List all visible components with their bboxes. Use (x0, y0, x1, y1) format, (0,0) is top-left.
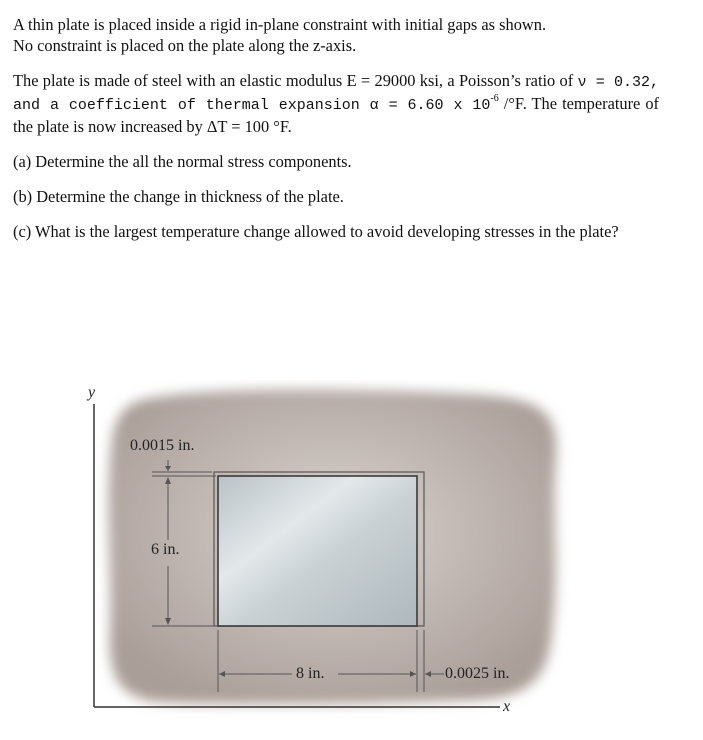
part-c: (c) What is the largest temperature change allowed to avoid developing stresses in the plate? (13, 222, 619, 241)
intro-line-1: A thin plate is placed inside a rigid in-plane constraint with initial gaps as shown. (13, 15, 547, 34)
intro-line-2: No constraint is placed on the plate along the z-axis. (13, 36, 357, 55)
x-axis-label: x (503, 698, 511, 715)
part-b: (b) Determine the change in thickness of the plate. (13, 187, 344, 206)
gap-top-label: 0.0015 in. (130, 437, 195, 454)
part-a: (a) Determine the all the normal stress components. (13, 152, 352, 171)
material-text-3: temperature of the plate is now increased by ΔT = 100 °F. (13, 94, 660, 136)
figure-drawing (0, 380, 703, 740)
plate (218, 476, 417, 626)
intro-paragraph (13, 14, 659, 56)
width-label: 8 in. (296, 665, 325, 682)
material-paragraph (13, 70, 659, 137)
material-text-2: ν = 0.32, and a coefficient of thermal expansion α = 6.60 x 10 (13, 74, 660, 114)
height-label: 6 in. (151, 541, 180, 558)
gap-right-label: 0.0025 in. (445, 665, 510, 682)
plate-figure (0, 380, 703, 740)
alpha-exponent: -6 (490, 92, 499, 104)
material-text-1: The plate is made of steel with an elastic modulus E = 29000 ksi, a Poisson’s ratio of (13, 71, 578, 90)
problem-statement (13, 14, 659, 242)
y-axis-label: y (88, 384, 96, 401)
material-text-unit: /°F. The (498, 94, 558, 113)
